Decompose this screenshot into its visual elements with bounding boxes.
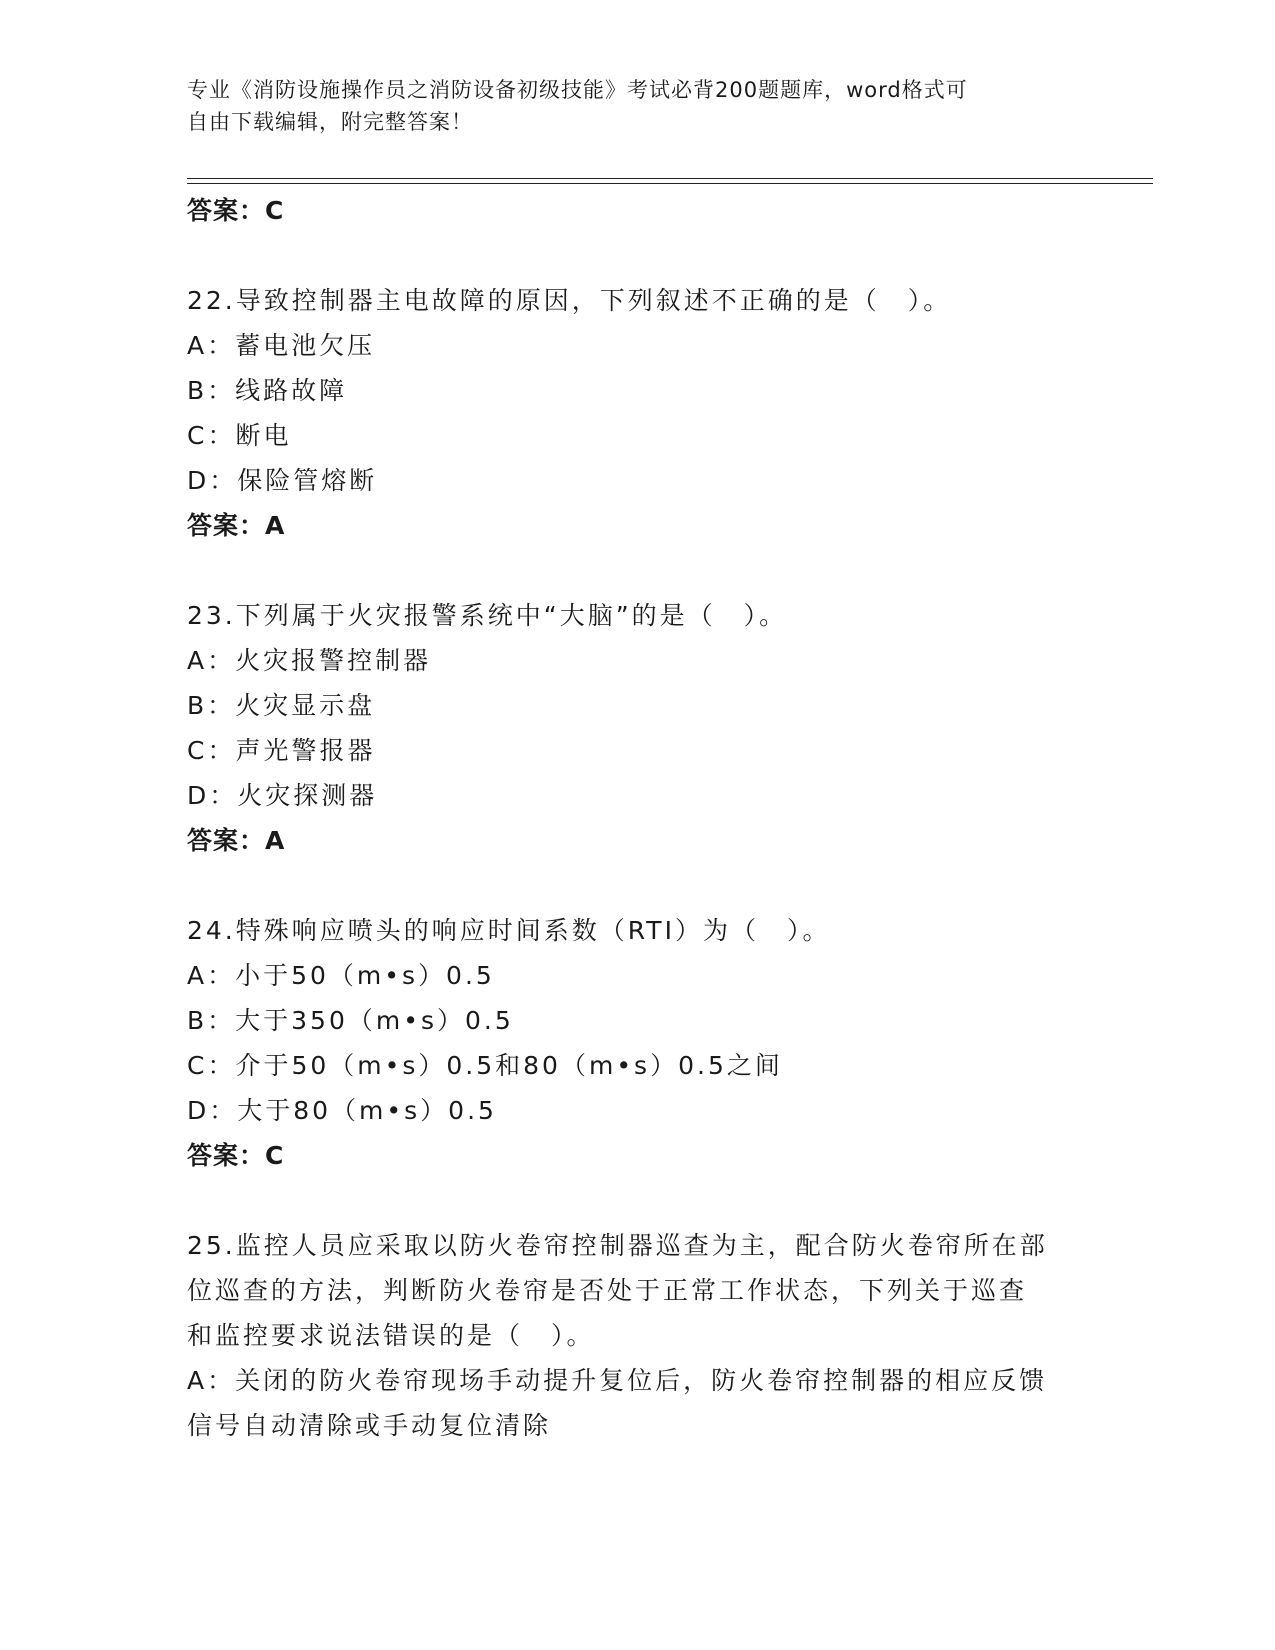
option-a-line: A：关闭的防火卷帘现场手动提升复位后，防火卷帘控制器的相应反馈 <box>187 1366 1048 1395</box>
header-line-1: 专业《消防设施操作员之消防设备初级技能》考试必背200题题库，word格式可 <box>187 78 968 102</box>
document-header <box>187 74 1087 138</box>
option-a-line: 信号自动清除或手动复位清除 <box>187 1411 552 1440</box>
question-stem-line: 25.监控人员应采取以防火卷帘控制器巡查为主，配合防火卷帘所在部 <box>187 1231 1048 1260</box>
question-stem: 23.下列属于火灾报警系统中“大脑”的是（ ）。 <box>187 601 788 630</box>
option-b: B：火灾显示盘 <box>187 691 376 720</box>
header-divider-top <box>187 178 1153 179</box>
option-b: B：线路故障 <box>187 376 348 405</box>
option-a: A：蓄电池欠压 <box>187 331 376 360</box>
option-c: C：断电 <box>187 421 292 450</box>
answer-line: 答案：A <box>187 511 286 540</box>
answer-line: 答案：A <box>187 826 286 855</box>
option-d: D：大于80（m•s）0.5 <box>187 1096 497 1125</box>
header-divider-bottom <box>187 183 1153 184</box>
question-stem: 22.导致控制器主电故障的原因，下列叙述不正确的是（ ）。 <box>187 286 952 315</box>
question-block <box>187 908 1087 1178</box>
header-line-2: 自由下载编辑，附完整答案！ <box>187 110 473 134</box>
option-d: D：火灾探测器 <box>187 781 378 810</box>
question-list <box>187 188 1087 1448</box>
question-stem-line: 和监控要求说法错误的是（ ）。 <box>187 1321 595 1350</box>
option-c: C：声光警报器 <box>187 736 376 765</box>
option-a: A：小于50（m•s）0.5 <box>187 961 495 990</box>
option-c: C：介于50（m•s）0.5和80（m•s）0.5之间 <box>187 1051 783 1080</box>
question-stem: 24.特殊响应喷头的响应时间系数（RTI）为（ ）。 <box>187 916 831 945</box>
question-block <box>187 593 1087 863</box>
answer-line: 答案：C <box>187 1141 285 1170</box>
question-stem-line: 位巡查的方法，判断防火卷帘是否处于正常工作状态，下列关于巡查 <box>187 1276 1028 1305</box>
option-d: D：保险管熔断 <box>187 466 378 495</box>
question-block <box>187 278 1087 548</box>
question-block <box>187 1223 1087 1448</box>
option-b: B：大于350（m•s）0.5 <box>187 1006 514 1035</box>
answer-line: 答案：C <box>187 196 285 225</box>
option-a: A：火灾报警控制器 <box>187 646 432 675</box>
